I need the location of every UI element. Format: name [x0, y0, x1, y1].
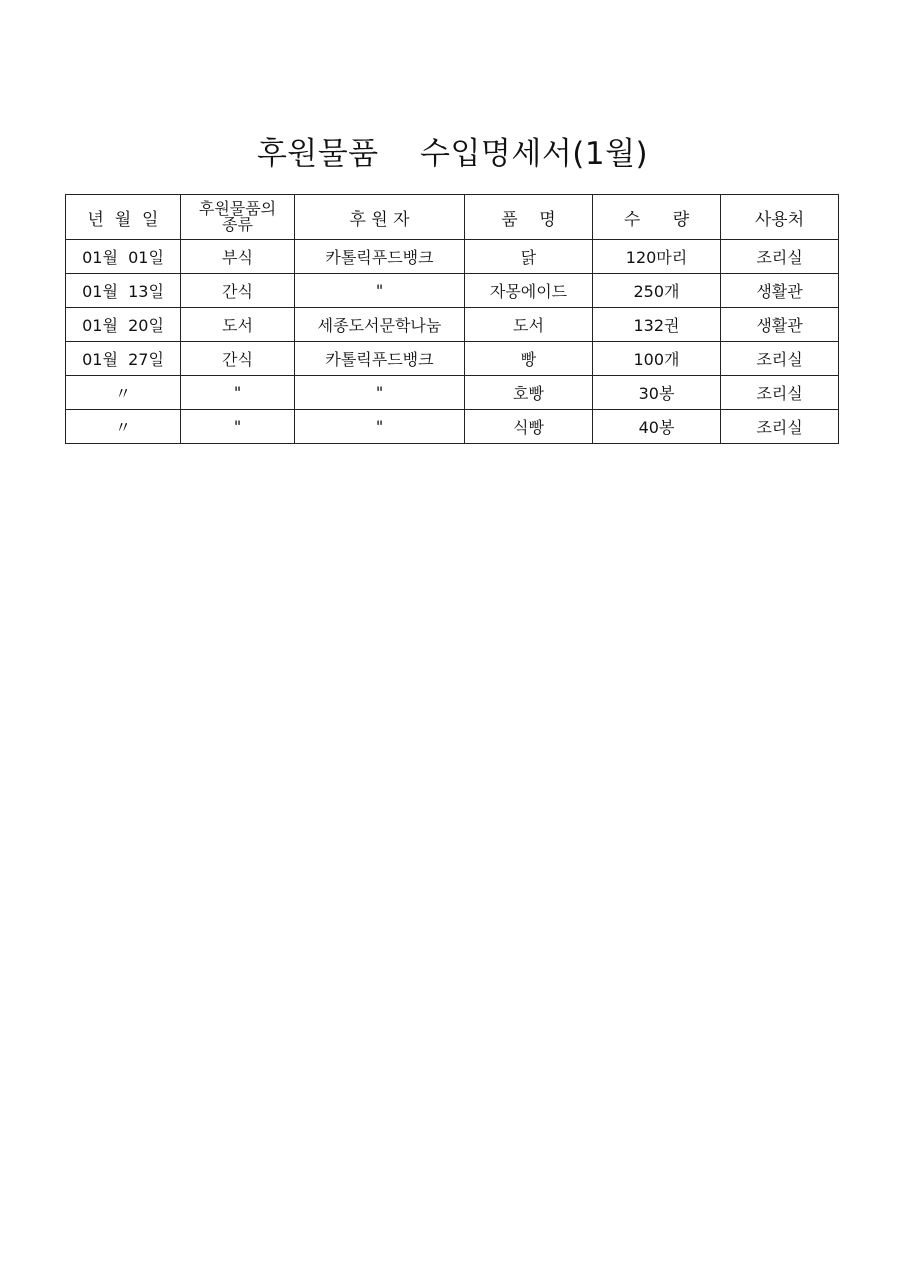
- cell-usage-place: 조리실: [721, 240, 839, 274]
- cell-quantity: 120마리: [593, 240, 721, 274]
- header-date: 년 월 일: [66, 195, 181, 240]
- cell-donor: 카톨릭푸드뱅크: [295, 342, 465, 376]
- cell-item-name: 자몽에이드: [465, 274, 593, 308]
- header-donation-type-line2: 종류: [222, 215, 253, 234]
- cell-quantity: 100개: [593, 342, 721, 376]
- table-header: [66, 195, 839, 240]
- header-quantity: 수 량: [593, 195, 721, 240]
- cell-quantity: 30봉: [593, 376, 721, 410]
- table-body: [66, 240, 839, 444]
- header-item-name: 품 명: [465, 195, 593, 240]
- table-row: [66, 376, 839, 410]
- cell-date: 〃: [66, 410, 181, 444]
- table-row: [66, 240, 839, 274]
- cell-donation-type: ": [181, 376, 295, 410]
- cell-donation-type: 도서: [181, 308, 295, 342]
- header-donation-type: [181, 195, 295, 240]
- cell-date: 〃: [66, 376, 181, 410]
- table-row: [66, 410, 839, 444]
- cell-usage-place: 조리실: [721, 376, 839, 410]
- cell-donor: ": [295, 376, 465, 410]
- cell-donation-type: ": [181, 410, 295, 444]
- cell-usage-place: 생활관: [721, 274, 839, 308]
- cell-item-name: 빵: [465, 342, 593, 376]
- header-usage-place: 사용처: [721, 195, 839, 240]
- cell-donor: ": [295, 410, 465, 444]
- cell-donation-type: 부식: [181, 240, 295, 274]
- cell-quantity: 132권: [593, 308, 721, 342]
- cell-usage-place: 조리실: [721, 410, 839, 444]
- cell-donor: 세종도서문학나눔: [295, 308, 465, 342]
- header-donation-type-line1: 후원물품의: [198, 199, 277, 218]
- table-row: [66, 308, 839, 342]
- cell-item-name: 식빵: [465, 410, 593, 444]
- cell-date: 01월 01일: [66, 240, 181, 274]
- cell-donor: 카톨릭푸드뱅크: [295, 240, 465, 274]
- cell-quantity: 40봉: [593, 410, 721, 444]
- cell-donor: ": [295, 274, 465, 308]
- cell-usage-place: 조리실: [721, 342, 839, 376]
- header-row: [66, 195, 839, 240]
- cell-donation-type: 간식: [181, 342, 295, 376]
- donation-income-table: [65, 194, 839, 444]
- cell-date: 01월 27일: [66, 342, 181, 376]
- cell-date: 01월 13일: [66, 274, 181, 308]
- document-title: 후원물품 수입명세서(1월): [256, 136, 649, 172]
- table-row: [66, 274, 839, 308]
- cell-quantity: 250개: [593, 274, 721, 308]
- cell-item-name: 닭: [465, 240, 593, 274]
- cell-donation-type: 간식: [181, 274, 295, 308]
- cell-item-name: 호빵: [465, 376, 593, 410]
- header-donor: 후 원 자: [295, 195, 465, 240]
- cell-item-name: 도서: [465, 308, 593, 342]
- table-row: [66, 342, 839, 376]
- cell-date: 01월 20일: [66, 308, 181, 342]
- cell-usage-place: 생활관: [721, 308, 839, 342]
